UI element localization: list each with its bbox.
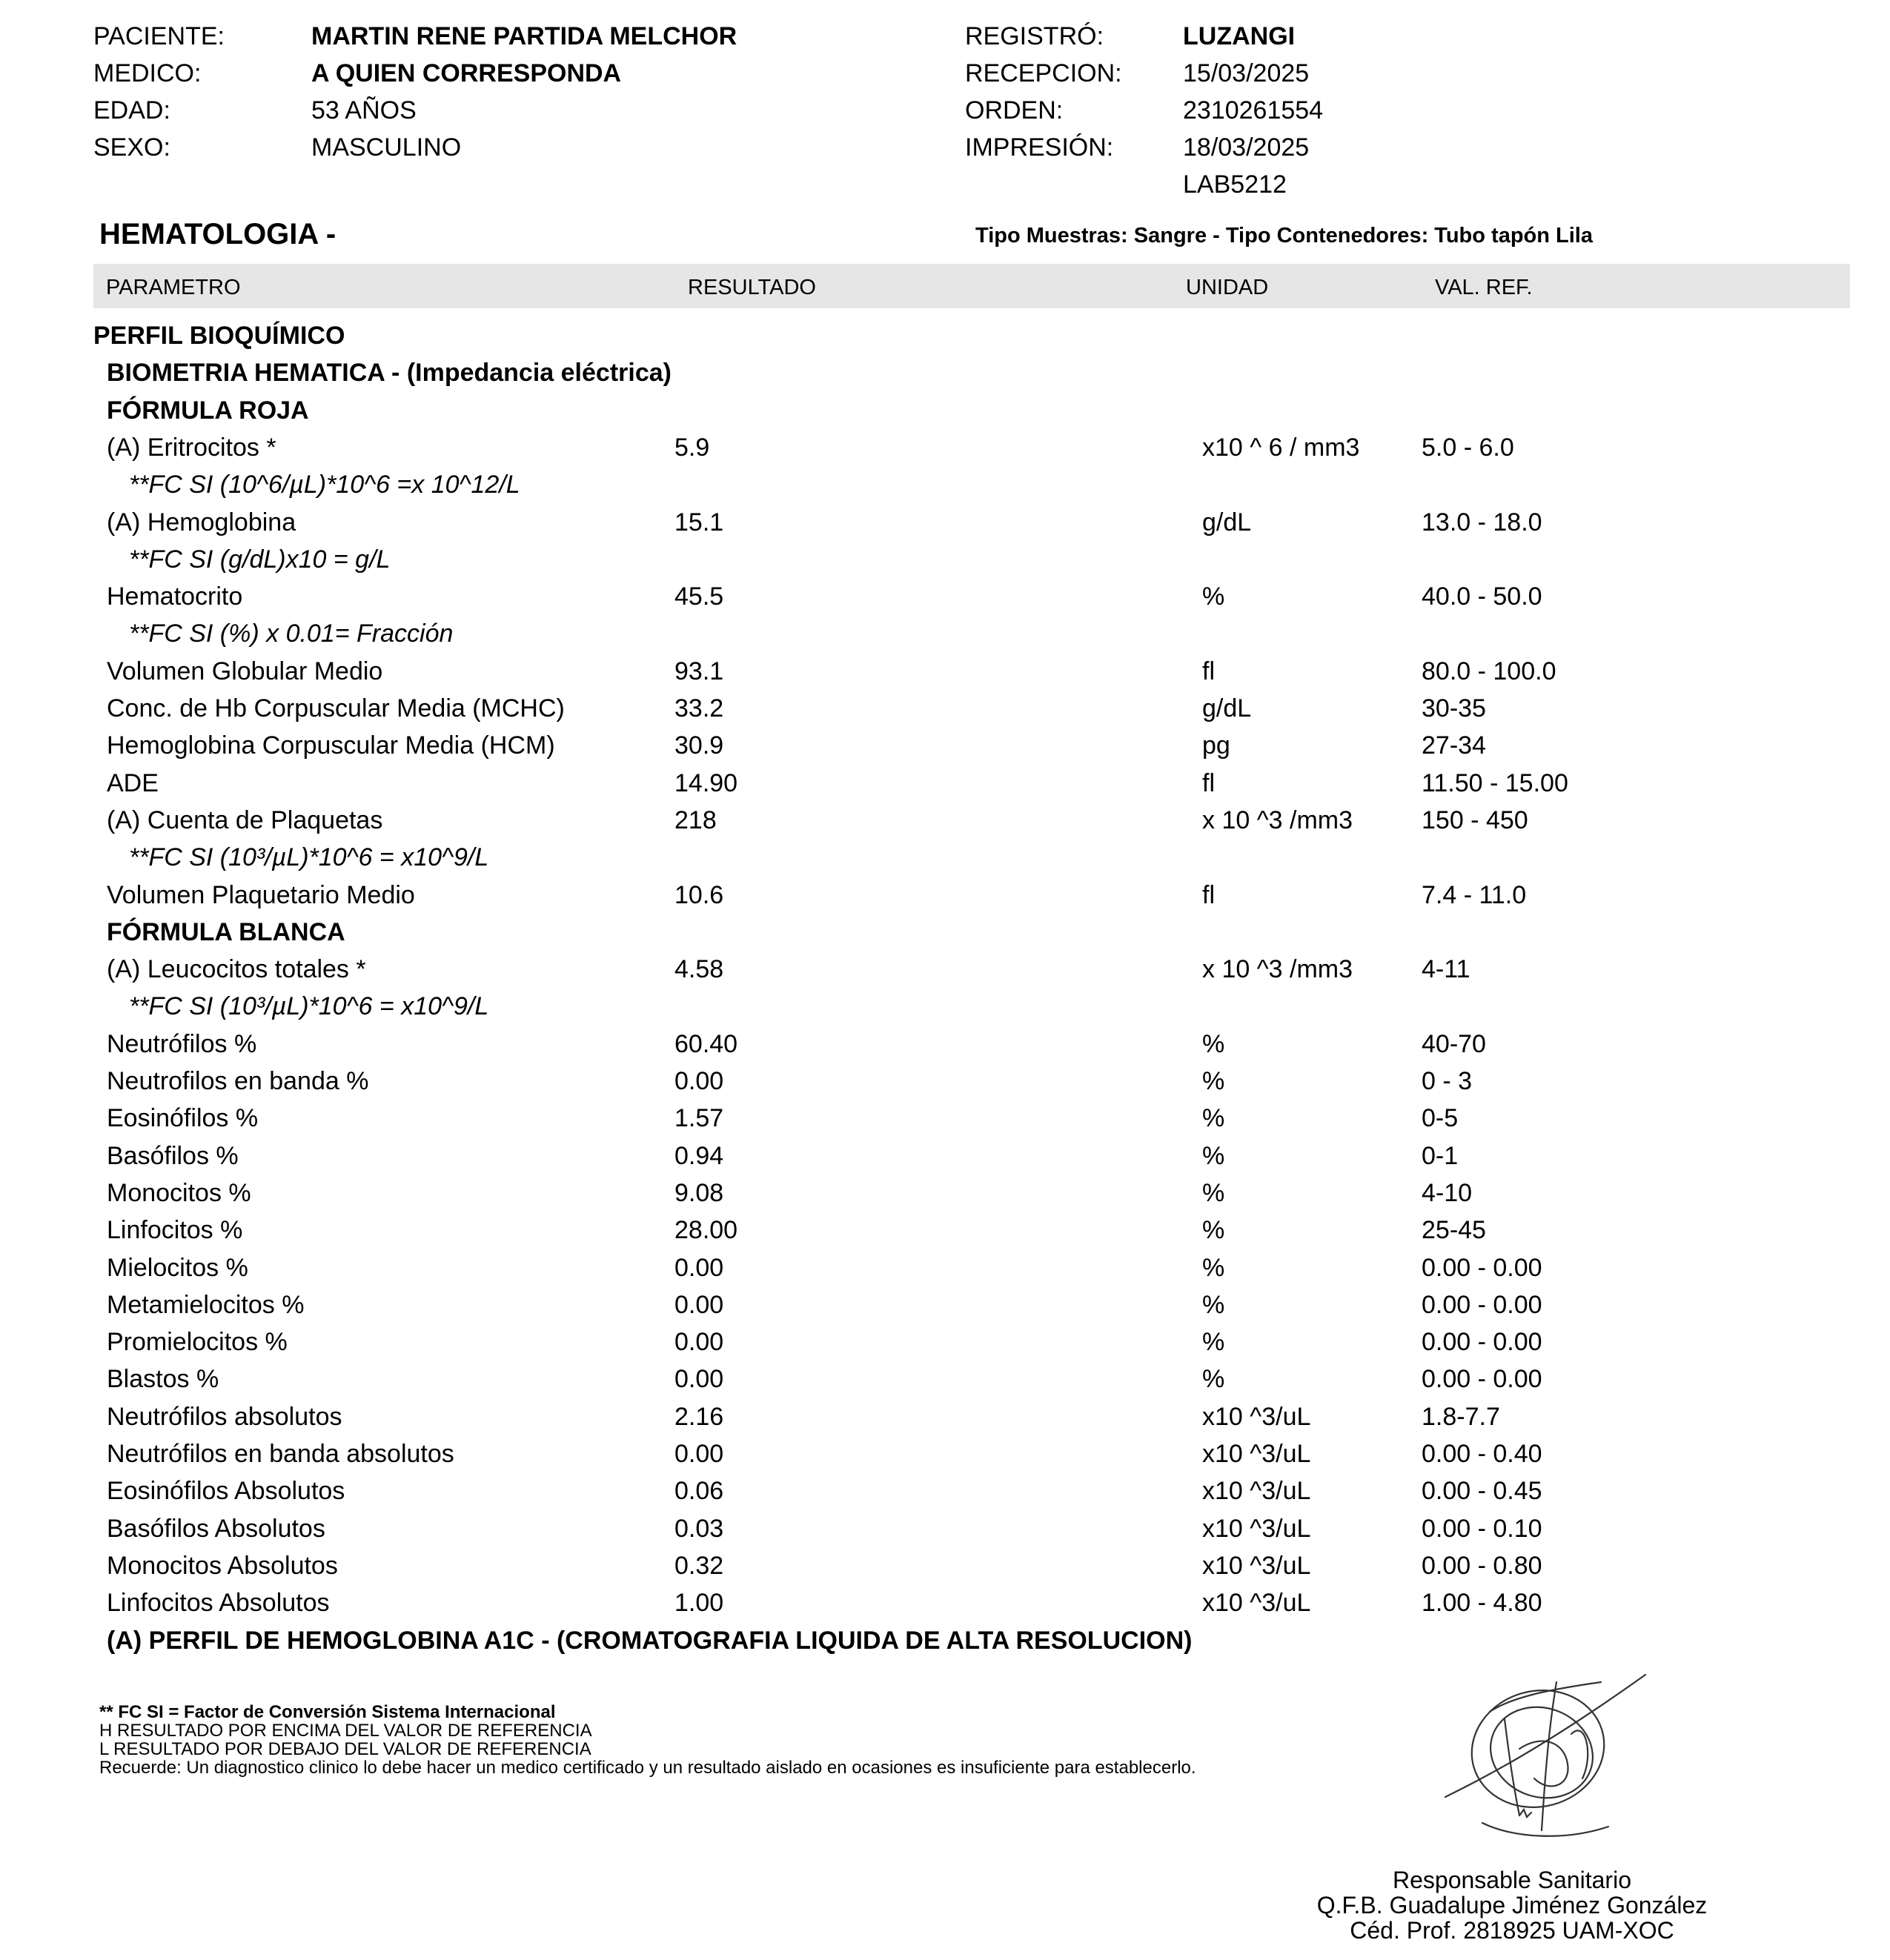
row-unit: % (1202, 1067, 1225, 1095)
handwritten-signature (1438, 1667, 1660, 1845)
row-unit: x10 ^3/uL (1202, 1403, 1311, 1431)
row-parameter: Mielocitos % (107, 1254, 248, 1282)
header-value: A QUIEN CORRESPONDA (311, 59, 622, 87)
row-reference: 0.00 - 0.00 (1422, 1328, 1542, 1356)
row-parameter: FÓRMULA ROJA (107, 396, 309, 425)
section-heading-row (0, 396, 1890, 433)
row-unit: % (1202, 1104, 1225, 1132)
table-row (0, 881, 1890, 918)
row-parameter: **FC SI (10³/µL)*10^6 = x10^9/L (129, 992, 489, 1020)
row-parameter: Conc. de Hb Corpuscular Media (MCHC) (107, 694, 565, 722)
table-row (0, 1365, 1890, 1402)
header-label: MEDICO: (93, 59, 202, 87)
table-row (0, 1515, 1890, 1552)
header-value: MASCULINO (311, 133, 462, 162)
row-result: 1.00 (674, 1589, 724, 1617)
row-unit: % (1202, 1291, 1225, 1319)
row-result: 0.00 (674, 1291, 724, 1319)
row-parameter: Linfocitos % (107, 1216, 243, 1244)
table-row (0, 1179, 1890, 1216)
row-unit: % (1202, 1254, 1225, 1282)
conversion-note-row (0, 545, 1890, 582)
column-header-ref: VAL. REF. (1435, 276, 1533, 299)
column-header-result: RESULTADO (688, 276, 816, 299)
header-label: SEXO: (93, 133, 170, 162)
row-reference: 80.0 - 100.0 (1422, 657, 1556, 685)
signer-role: Responsable Sanitario (1393, 1867, 1631, 1893)
table-row (0, 1104, 1890, 1141)
row-result: 14.90 (674, 769, 738, 797)
footnote-line: Recuerde: Un diagnostico clinico lo debe hacer un medico certificado y un resultado aislado en ocasiones es insuficiente para establecerlo. (99, 1758, 1196, 1778)
table-row (0, 1254, 1890, 1291)
row-reference: 0.00 - 0.40 (1422, 1440, 1542, 1468)
signature-block (1245, 1867, 1779, 1943)
table-row (0, 1291, 1890, 1328)
section-heading-row (0, 359, 1890, 396)
row-reference: 0.00 - 0.45 (1422, 1477, 1542, 1505)
row-reference: 0-1 (1422, 1142, 1459, 1170)
row-parameter: **FC SI (10³/µL)*10^6 = x10^9/L (129, 843, 489, 871)
row-reference: 7.4 - 11.0 (1422, 881, 1527, 909)
header-value: 53 AÑOS (311, 96, 417, 124)
row-parameter: Hematocrito (107, 582, 243, 611)
row-result: 28.00 (674, 1216, 738, 1244)
row-result: 0.32 (674, 1552, 724, 1580)
row-parameter: (A) Eritrocitos * (107, 433, 276, 462)
row-reference: 30-35 (1422, 694, 1486, 722)
row-unit: % (1202, 1216, 1225, 1244)
row-parameter: BIOMETRIA HEMATICA - (Impedancia eléctrica) (107, 359, 672, 387)
row-result: 93.1 (674, 657, 724, 685)
row-parameter: Monocitos Absolutos (107, 1552, 338, 1580)
row-reference: 4-10 (1422, 1179, 1473, 1207)
table-row (0, 1552, 1890, 1589)
header-label: RECEPCION: (965, 59, 1122, 87)
row-reference: 0.00 - 0.00 (1422, 1291, 1542, 1319)
row-reference: 40-70 (1422, 1030, 1486, 1058)
table-row (0, 1440, 1890, 1477)
row-unit: fl (1202, 881, 1215, 909)
conversion-note-row (0, 843, 1890, 880)
row-unit: % (1202, 1328, 1225, 1356)
row-unit: x10 ^3/uL (1202, 1477, 1311, 1505)
sample-info: Tipo Muestras: Sangre - Tipo Contenedores: Tubo tapón Lila (975, 224, 1593, 248)
table-row (0, 1216, 1890, 1253)
row-unit: g/dL (1202, 508, 1252, 536)
row-result: 0.00 (674, 1067, 724, 1095)
row-parameter: (A) Hemoglobina (107, 508, 296, 536)
row-reference: 0.00 - 0.80 (1422, 1552, 1542, 1580)
row-result: 60.40 (674, 1030, 738, 1058)
row-result: 9.08 (674, 1179, 724, 1207)
table-row (0, 508, 1890, 545)
table-row (0, 1142, 1890, 1179)
row-result: 0.94 (674, 1142, 724, 1170)
row-reference: 150 - 450 (1422, 806, 1528, 834)
header-label: REGISTRÓ: (965, 22, 1104, 50)
row-unit: g/dL (1202, 694, 1252, 722)
row-parameter: (A) PERFIL DE HEMOGLOBINA A1C - (CROMATOGRAFIA LIQUIDA DE ALTA RESOLUCION) (107, 1627, 1193, 1655)
table-row (0, 1403, 1890, 1440)
table-row (0, 731, 1890, 768)
row-reference: 27-34 (1422, 731, 1486, 760)
row-unit: % (1202, 1030, 1225, 1058)
table-row (0, 806, 1890, 843)
header-label: ORDEN: (965, 96, 1064, 124)
table-row (0, 433, 1890, 471)
row-reference: 0.00 - 0.00 (1422, 1254, 1542, 1282)
row-unit: x10 ^3/uL (1202, 1440, 1311, 1468)
row-parameter: PERFIL BIOQUÍMICO (93, 322, 345, 350)
row-reference: 1.8-7.7 (1422, 1403, 1500, 1431)
footnote-line: H RESULTADO POR ENCIMA DEL VALOR DE REFERENCIA (99, 1721, 592, 1741)
section-title: HEMATOLOGIA - (99, 218, 336, 250)
table-row (0, 1477, 1890, 1514)
row-unit: % (1202, 582, 1225, 611)
header-value: 2310261554 (1183, 96, 1324, 124)
row-result: 0.00 (674, 1254, 724, 1282)
row-parameter: Metamielocitos % (107, 1291, 305, 1319)
row-parameter: Blastos % (107, 1365, 219, 1393)
row-result: 33.2 (674, 694, 724, 722)
row-unit: pg (1202, 731, 1230, 760)
row-parameter: Basófilos % (107, 1142, 239, 1170)
table-row (0, 1067, 1890, 1104)
section-heading-row (0, 918, 1890, 955)
row-reference: 25-45 (1422, 1216, 1486, 1244)
column-header-param: PARAMETRO (106, 276, 241, 299)
row-parameter: Monocitos % (107, 1179, 251, 1207)
row-parameter: Basófilos Absolutos (107, 1515, 325, 1543)
section-heading-row (0, 322, 1890, 359)
row-unit: fl (1202, 769, 1215, 797)
header-value: 18/03/2025 (1183, 133, 1310, 162)
row-reference: 0.00 - 0.10 (1422, 1515, 1542, 1543)
row-parameter: Hemoglobina Corpuscular Media (HCM) (107, 731, 555, 760)
row-result: 30.9 (674, 731, 724, 760)
row-result: 5.9 (674, 433, 710, 462)
row-parameter: Neutrofilos en banda % (107, 1067, 369, 1095)
signer-name: Q.F.B. Guadalupe Jiménez González (1316, 1892, 1708, 1919)
table-row (0, 1030, 1890, 1067)
conversion-note-row (0, 992, 1890, 1029)
row-result: 4.58 (674, 955, 724, 983)
row-result: 0.00 (674, 1328, 724, 1356)
row-result: 0.00 (674, 1365, 724, 1393)
row-result: 0.00 (674, 1440, 724, 1468)
header-value: MARTIN RENE PARTIDA MELCHOR (311, 22, 737, 50)
header-label: EDAD: (93, 96, 170, 124)
row-unit: x 10 ^3 /mm3 (1202, 955, 1353, 983)
row-parameter: FÓRMULA BLANCA (107, 918, 345, 946)
row-reference: 11.50 - 15.00 (1422, 769, 1568, 797)
conversion-note-row (0, 471, 1890, 508)
row-parameter: **FC SI (10^6/µL)*10^6 =x 10^12/L (129, 471, 520, 499)
row-result: 2.16 (674, 1403, 724, 1431)
header-value: 15/03/2025 (1183, 59, 1310, 87)
table-row (0, 1328, 1890, 1365)
section-heading-row (0, 1627, 1890, 1664)
row-unit: x10 ^3/uL (1202, 1589, 1311, 1617)
row-reference: 13.0 - 18.0 (1422, 508, 1542, 536)
column-header-bar (93, 264, 1850, 308)
header-label: PACIENTE: (93, 22, 225, 50)
row-unit: x10 ^3/uL (1202, 1552, 1311, 1580)
row-parameter: Neutrófilos absolutos (107, 1403, 342, 1431)
footnotes (99, 1703, 1196, 1777)
table-row (0, 1589, 1890, 1626)
row-result: 0.03 (674, 1515, 724, 1543)
footnote-line: ** FC SI = Factor de Conversión Sistema Internacional (99, 1702, 556, 1722)
row-parameter: Promielocitos % (107, 1328, 288, 1356)
table-row (0, 955, 1890, 992)
row-parameter: **FC SI (%) x 0.01= Fracción (129, 619, 454, 648)
header-label: IMPRESIÓN: (965, 133, 1114, 162)
row-parameter: Eosinófilos % (107, 1104, 259, 1132)
row-parameter: Volumen Globular Medio (107, 657, 383, 685)
row-reference: 4-11 (1422, 955, 1470, 983)
row-parameter: ADE (107, 769, 159, 797)
row-unit: x 10 ^3 /mm3 (1202, 806, 1353, 834)
row-reference: 0.00 - 0.00 (1422, 1365, 1542, 1393)
row-parameter: Volumen Plaquetario Medio (107, 881, 415, 909)
header-value: LAB5212 (1183, 170, 1287, 199)
row-reference: 0 - 3 (1422, 1067, 1473, 1095)
table-row (0, 582, 1890, 619)
row-reference: 1.00 - 4.80 (1422, 1589, 1542, 1617)
row-result: 218 (674, 806, 717, 834)
signer-license: Céd. Prof. 2818925 UAM-XOC (1350, 1917, 1674, 1944)
row-reference: 5.0 - 6.0 (1422, 433, 1514, 462)
row-parameter: (A) Cuenta de Plaquetas (107, 806, 383, 834)
row-parameter: **FC SI (g/dL)x10 = g/L (129, 545, 391, 574)
row-unit: x10 ^3/uL (1202, 1515, 1311, 1543)
row-result: 10.6 (674, 881, 724, 909)
conversion-note-row (0, 619, 1890, 657)
row-unit: x10 ^ 6 / mm3 (1202, 433, 1360, 462)
row-parameter: Eosinófilos Absolutos (107, 1477, 345, 1505)
row-unit: % (1202, 1142, 1225, 1170)
table-row (0, 694, 1890, 731)
row-parameter: Neutrófilos en banda absolutos (107, 1440, 454, 1468)
header-value: LUZANGI (1183, 22, 1296, 50)
column-header-unit: UNIDAD (1186, 276, 1269, 299)
row-reference: 40.0 - 50.0 (1422, 582, 1542, 611)
row-result: 0.06 (674, 1477, 724, 1505)
row-unit: fl (1202, 657, 1215, 685)
footnote-line: L RESULTADO POR DEBAJO DEL VALOR DE REFERENCIA (99, 1739, 591, 1759)
table-row (0, 769, 1890, 806)
row-reference: 0-5 (1422, 1104, 1459, 1132)
row-parameter: (A) Leucocitos totales * (107, 955, 366, 983)
row-parameter: Linfocitos Absolutos (107, 1589, 330, 1617)
table-row (0, 657, 1890, 694)
row-result: 15.1 (674, 508, 724, 536)
row-unit: % (1202, 1365, 1225, 1393)
row-parameter: Neutrófilos % (107, 1030, 257, 1058)
row-result: 45.5 (674, 582, 724, 611)
row-unit: % (1202, 1179, 1225, 1207)
row-result: 1.57 (674, 1104, 724, 1132)
